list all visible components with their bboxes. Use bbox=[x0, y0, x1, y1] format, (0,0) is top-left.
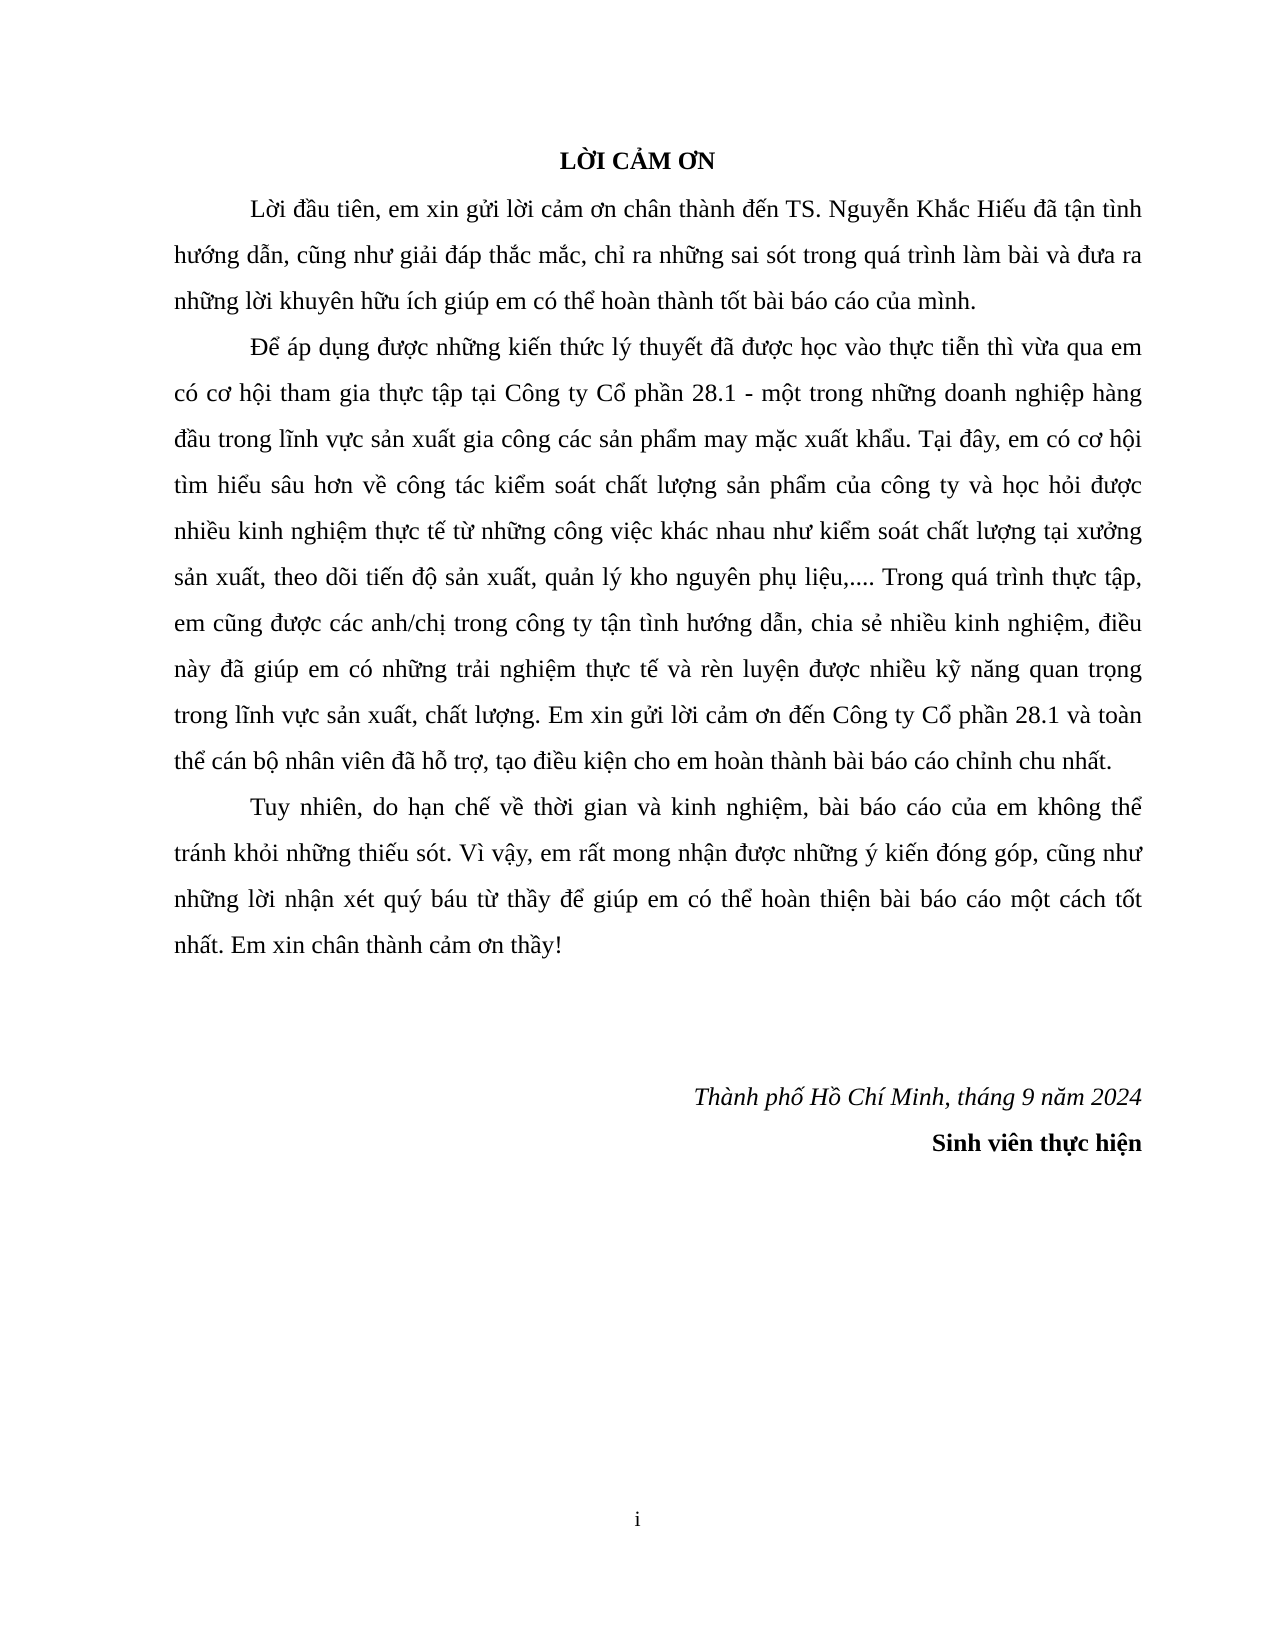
acknowledgement-body bbox=[174, 186, 1142, 968]
page-number: i bbox=[634, 1506, 641, 1531]
paragraph-3: Tuy nhiên, do hạn chế về thời gian và kinh nghiệm, bài báo cáo của em không thể tránh khỏi những thiếu sót. Vì vậy, em rất mong nhận được những ý kiến đóng góp, cũng như những lời nhận xét quý báu từ thầy để giúp em có thể hoàn thiện bài báo cáo một cách tốt nhất. Em xin chân thành cảm ơn thầy! bbox=[174, 792, 1142, 959]
page-title: LỜI CẢM ƠN bbox=[559, 148, 716, 175]
paragraph-1: Lời đầu tiên, em xin gửi lời cảm ơn chân thành đến TS. Nguyễn Khắc Hiếu đã tận tình hướng dẫn, cũng như giải đáp thắc mắc, chỉ ra những sai sót trong quá trình làm bài và đưa ra những lời khuyên hữu ích giúp em có thể hoàn thành tốt bài báo cáo của mình. bbox=[174, 194, 1142, 315]
closing-block bbox=[600, 1074, 1142, 1166]
paragraph-2: Để áp dụng được những kiến thức lý thuyết đã được học vào thực tiễn thì vừa qua em có cơ hội tham gia thực tập tại Công ty Cổ phần 28.1 - một trong những doanh nghiệp hàng đầu trong lĩnh vực sản xuất gia công các sản phẩm may mặc xuất khẩu. Tại đây, em có cơ hội tìm hiểu sâu hơn về công tác kiểm soát chất lượng sản phẩm của công ty và học hỏi được nhiều kinh nghiệm thực tế từ những công việc khác nhau như kiểm soát chất lượng tại xưởng sản xuất, theo dõi tiến độ sản xuất, quản lý kho nguyên phụ liệu,.... Trong quá trình thực tập, em cũng được các anh/chị trong công ty tận tình hướng dẫn, chia sẻ nhiều kinh nghiệm, điều này đã giúp em có những trải nghiệm thực tế và rèn luyện được nhiều kỹ năng quan trọng trong lĩnh vực sản xuất, chất lượng. Em xin gửi lời cảm ơn đến Công ty Cổ phần 28.1 và toàn thể cán bộ nhân viên đã hỗ trợ, tạo điều kiện cho em hoàn thành bài báo cáo chỉnh chu nhất. bbox=[174, 332, 1142, 775]
signer-label: Sinh viên thực hiện bbox=[931, 1128, 1142, 1157]
place-and-date: Thành phố Hồ Chí Minh, tháng 9 năm 2024 bbox=[693, 1082, 1142, 1111]
